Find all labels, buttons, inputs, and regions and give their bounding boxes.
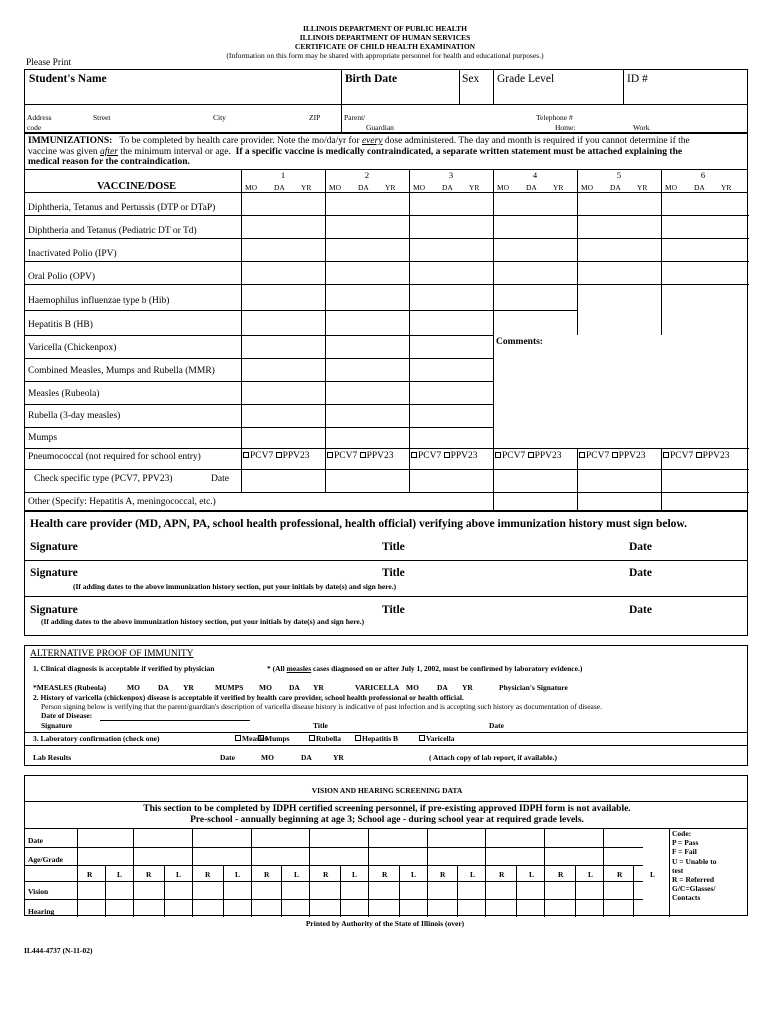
right-ear-label: R (87, 870, 93, 879)
parent-label: Parent/ (344, 113, 366, 122)
ppv23-checkbox[interactable] (612, 452, 618, 458)
hepatitis-b-checkbox[interactable] (355, 735, 361, 741)
vision-instr-2: Pre-school - annually beginning at age 3; School age - during school year at required grade levels. (190, 815, 584, 825)
rubella-checkbox[interactable] (309, 735, 315, 741)
dose-1-number: 1 (280, 170, 286, 180)
vaccine-dose-header: VACCINE/DOSE (97, 181, 177, 192)
alt-title-field[interactable]: Title (313, 721, 328, 730)
vaccine-other: Other (Specify: Hepatitis A, meningococcal, etc.) (28, 497, 216, 507)
birth-date-field[interactable]: Birth Date (345, 73, 398, 85)
lab-option-mumps[interactable]: Mumps (258, 734, 290, 743)
mo-label: MO (665, 183, 678, 192)
sex-field[interactable]: Sex (462, 73, 480, 85)
guardian-label: Guardian (366, 123, 394, 132)
ppv23-checkbox[interactable] (444, 452, 450, 458)
da-label: DA (158, 683, 169, 692)
mo-label: MO (497, 183, 510, 192)
date-of-disease-field[interactable]: Date of Disease: (41, 711, 93, 720)
physician-signature-label: Physician's Signature (499, 683, 568, 692)
street-label: Street (93, 113, 111, 122)
da-label: DA (358, 183, 369, 192)
form-number: IL444-4737 (N-11-02) (24, 946, 93, 955)
form-title: CERTIFICATE OF CHILD HEALTH EXAMINATION (294, 42, 476, 51)
alt-item-1-note: * (All measles cases diagnosed on or after July 1, 2002, must be confirmed by laboratory evidence.) (267, 664, 583, 673)
dept-human-services: ILLINOIS DEPARTMENT OF HUMAN SERVICES (299, 33, 471, 42)
varicella-label: VARICELLA (355, 683, 400, 692)
measles-checkbox[interactable] (235, 735, 241, 741)
id-field[interactable]: ID # (627, 73, 648, 85)
vision-row-hearing: Hearing (28, 907, 55, 916)
immunization-instructions: IMMUNIZATIONS: To be completed by health care provider. Note the mo/da/yr for every dose administered. The day and month is required if you cannot determine if the vaccine was given after the minimum interval or age. If a specific vaccine is medically contraindicated, a separate written statement must be attached explaining the medical reason for the contraindication. (28, 136, 690, 167)
title-field-1[interactable]: Title (382, 541, 405, 553)
ppv23-checkbox[interactable] (276, 452, 282, 458)
varicella-checkbox[interactable] (419, 735, 425, 741)
yr-label: YR (301, 183, 312, 192)
pcv-options-dose-2[interactable]: PCV7 PPV23 (327, 451, 394, 461)
ppv23-checkbox[interactable] (528, 452, 534, 458)
comments-field[interactable]: Comments: (496, 337, 543, 347)
right-ear-label: R (146, 870, 152, 879)
please-print: Please Print (26, 58, 72, 68)
pcv7-checkbox[interactable] (663, 452, 669, 458)
left-ear-label: L (529, 870, 535, 879)
da-label: DA (694, 183, 705, 192)
student-name-field[interactable]: Student's Name (29, 73, 107, 85)
lab-date-label: Date (220, 753, 235, 762)
pcv7-checkbox[interactable] (411, 452, 417, 458)
dose-3-number: 3 (448, 170, 454, 180)
yr-label: YR (469, 183, 480, 192)
ppv23-checkbox[interactable] (360, 452, 366, 458)
title-field-2[interactable]: Title (382, 567, 405, 579)
printed-by-authority: Printed by Authority of the State of Illinois (over) (305, 919, 465, 928)
yr-label: YR (721, 183, 732, 192)
lab-results-label: Lab Results (33, 753, 72, 762)
pcv7-checkbox[interactable] (495, 452, 501, 458)
alt-item-3: 3. Laboratory confirmation (check one) (33, 734, 160, 743)
pneumo-date-label: Date (211, 474, 229, 484)
pcv-options-dose-3[interactable]: PCV7 PPV23 (411, 451, 478, 461)
yr-label: YR (313, 683, 324, 692)
vaccine-rubella: Rubella (3-day measles) (28, 411, 121, 421)
da-label: DA (289, 683, 300, 692)
lab-da-label: DA (301, 753, 312, 762)
dose-4-number: 4 (532, 170, 538, 180)
da-label: DA (442, 183, 453, 192)
left-ear-label: L (352, 870, 358, 879)
vaccine-mmr: Combined Measles, Mumps and Rubella (MMR) (28, 366, 215, 376)
signature-field-1[interactable]: Signature (30, 541, 78, 553)
yr-label: YR (462, 683, 473, 692)
vaccine-hepb: Hepatitis B (HB) (28, 320, 93, 330)
attach-lab-note: ( Attach copy of lab report, if available.) (429, 753, 557, 762)
code-label: code (27, 123, 42, 132)
mo-label: MO (127, 683, 140, 692)
right-ear-label: R (323, 870, 329, 879)
pcv-options-dose-6[interactable]: PCV7 PPV23 (663, 451, 730, 461)
immunization-section (24, 133, 748, 511)
code-legend: Code: P = Pass F = Fail U = Unable to test R = Referred G/C=Glasses/ Contacts (672, 829, 717, 903)
title-field-3[interactable]: Title (382, 604, 405, 616)
da-label: DA (610, 183, 621, 192)
dept-public-health: ILLINOIS DEPARTMENT OF PUBLIC HEALTH (303, 24, 467, 33)
yr-label: YR (385, 183, 396, 192)
vaccine-measles: Measles (Rubeola) (28, 389, 100, 399)
right-ear-label: R (205, 870, 211, 879)
left-ear-label: L (588, 870, 594, 879)
left-ear-label: L (294, 870, 300, 879)
vaccine-hib: Haemophilus influenzae type b (Hib) (28, 296, 170, 306)
signature-field-2[interactable]: Signature (30, 567, 78, 579)
address-label: Address (27, 113, 52, 122)
dose-5-number: 5 (616, 170, 622, 180)
lab-option-rubella[interactable]: Rubella (309, 734, 341, 743)
mo-label: MO (259, 683, 272, 692)
provider-heading: Health care provider (MD, APN, PA, school health professional, health official) verifying above immunization history must sign below. (30, 518, 687, 530)
right-ear-label: R (558, 870, 564, 879)
lab-mo-label: MO (261, 753, 274, 762)
vaccine-dt: Diphtheria and Tetanus (Pediatric DT or Td) (28, 226, 197, 236)
lab-option-varicella[interactable]: Varicella (419, 734, 454, 743)
alt-item-2-person: Person signing below is verifying that the parent/guardian's description of varicella disease history is indicative of past infection and is accepting such history as documentation of disease. (41, 702, 602, 711)
pcv7-checkbox[interactable] (579, 452, 585, 458)
vision-row-vision: Vision (28, 887, 49, 896)
provider-signature-section (24, 511, 748, 636)
dose-2-number: 2 (364, 170, 370, 180)
right-ear-label: R (440, 870, 446, 879)
left-ear-label: L (235, 870, 241, 879)
initials-note-1: (If adding dates to the above immunization history section, put your initials by date(s) and sign here.) (73, 582, 397, 591)
zip-label: ZIP (309, 113, 321, 122)
yr-label: YR (183, 683, 194, 692)
da-label: DA (526, 183, 537, 192)
pcv7-checkbox[interactable] (243, 452, 249, 458)
initials-note-2: (If adding dates to the above immunization history section, put your initials by date(s) and sign here.) (41, 617, 365, 626)
yr-label: YR (553, 183, 564, 192)
pcv-options-dose-1[interactable]: PCV7 PPV23 (243, 451, 310, 461)
measles-label: *MEASLES (Rubeola) (33, 683, 107, 692)
grade-level-field[interactable]: Grade Level (497, 73, 555, 85)
date-field-1[interactable]: Date (629, 541, 652, 553)
date-field-2[interactable]: Date (629, 567, 652, 579)
vaccine-opv: Oral Polio (OPV) (28, 272, 96, 282)
alt-date-field[interactable]: Date (489, 721, 504, 730)
right-ear-label: R (382, 870, 388, 879)
city-label: City (213, 113, 226, 122)
vision-title: VISION AND HEARING SCREENING DATA (311, 786, 463, 795)
lab-option-hepatitis-b[interactable]: Hepatitis B (355, 734, 398, 743)
student-info-box (24, 69, 748, 133)
vision-instr-1: This section to be completed by IDPH certified screening personnel, if pre-existing approved IDPH form is not available. (143, 804, 631, 814)
yr-label: YR (637, 183, 648, 192)
right-ear-label: R (617, 870, 623, 879)
mumps-label: MUMPS (215, 683, 244, 692)
da-label: DA (437, 683, 448, 692)
mo-label: MO (406, 683, 419, 692)
alt-proof-title: ALTERNATIVE PROOF OF IMMUNITY (30, 649, 194, 659)
check-specific-type: Check specific type (PCV7, PPV23) (34, 474, 173, 484)
vaccine-mumps: Mumps (28, 433, 58, 443)
vision-hearing-section (24, 775, 748, 916)
vision-row-date: Date (28, 836, 43, 845)
ppv23-checkbox[interactable] (696, 452, 702, 458)
mumps-checkbox[interactable] (258, 735, 264, 741)
alt-signature-field[interactable]: Signature (41, 721, 73, 730)
left-ear-label: L (411, 870, 417, 879)
vaccine-ipv: Inactivated Polio (IPV) (28, 249, 117, 259)
mo-label: MO (329, 183, 342, 192)
work-label: Work (633, 123, 650, 132)
mo-label: MO (413, 183, 426, 192)
alternative-proof-section (24, 645, 748, 766)
signature-field-3[interactable]: Signature (30, 604, 78, 616)
telephone-label: Telephone # (536, 113, 573, 122)
da-label: DA (274, 183, 285, 192)
vaccine-varicella: Varicella (Chickenpox) (28, 343, 117, 353)
pcv7-checkbox[interactable] (327, 452, 333, 458)
dose-6-number: 6 (700, 170, 706, 180)
left-ear-label: L (650, 870, 656, 879)
pcv-options-dose-4[interactable]: PCV7 PPV23 (495, 451, 562, 461)
left-ear-label: L (470, 870, 476, 879)
mo-label: MO (245, 183, 258, 192)
mo-label: MO (581, 183, 594, 192)
vision-row-age-grade: Age/Grade (28, 855, 63, 864)
alt-item-2: 2. History of varicella (chickenpox) disease is acceptable if verified by health care provider, school health professional or health official. (33, 693, 464, 702)
lab-yr-label: YR (333, 753, 344, 762)
left-ear-label: L (176, 870, 182, 879)
vaccine-pneumococcal: Pneumococcal (not required for school entry) (28, 452, 201, 462)
pcv-options-dose-5[interactable]: PCV7 PPV23 (579, 451, 646, 461)
date-field-3[interactable]: Date (629, 604, 652, 616)
home-label: Home: (555, 123, 576, 132)
vaccine-dtp: Diphtheria, Tetanus and Pertussis (DTP or DTaP) (28, 203, 216, 213)
lab-option-measles[interactable]: Measles (235, 734, 267, 743)
right-ear-label: R (264, 870, 270, 879)
right-ear-label: R (499, 870, 505, 879)
alt-item-1: 1. Clinical diagnosis is acceptable if verified by physician (33, 664, 215, 673)
left-ear-label: L (117, 870, 123, 879)
sharing-note: (Information on this form may be shared with appropriate personnel for health and educational purposes.) (226, 51, 544, 60)
